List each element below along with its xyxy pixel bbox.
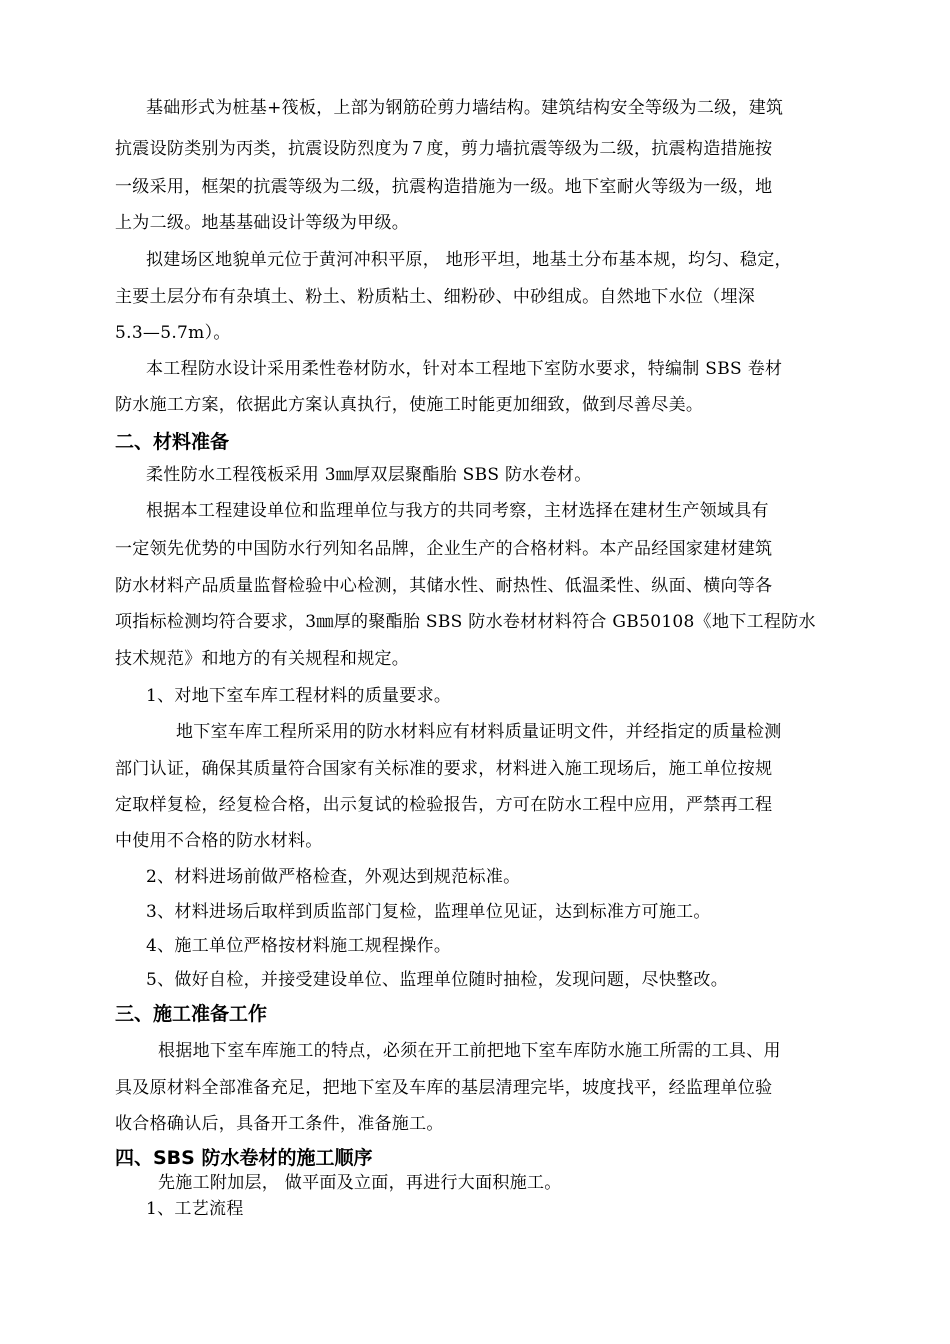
paragraph-line: 基础形式为桩基+筏板，上部为钢筋砼剪力墙结构。建筑结构安全等级为二级，建筑 (146, 98, 784, 118)
paragraph-line: 根据本工程建设单位和监理单位与我方的共同考察，主材选择在建材生产领域具有 (146, 501, 769, 521)
paragraph-line: 先施工附加层， 做平面及立面，再进行大面积施工。 (158, 1173, 562, 1193)
list-item: 1、对地下室车库工程材料的质量要求。 (146, 686, 452, 706)
paragraph-line: 主要土层分布有杂填土、粉土、粉质粘土、细粉砂、中砂组成。自然地下水位（埋深 (115, 287, 756, 307)
paragraph-line: 柔性防水工程筏板采用 3㎜厚双层聚酯胎 SBS 防水卷材。 (146, 465, 592, 485)
paragraph-line: 地下室车库工程所采用的防水材料应有材料质量证明文件，并经指定的质量检测 (176, 722, 782, 742)
paragraph-line: 中使用不合格的防水材料。 (115, 831, 323, 851)
paragraph-line: 防水材料产品质量监督检验中心检测，其储水性、耐热性、低温柔性、纵面、横向等各 (115, 576, 773, 596)
paragraph-line: 一定领先优势的中国防水行列知名品牌，企业生产的合格材料。本产品经国家建材建筑 (115, 539, 773, 559)
paragraph-line: 项指标检测均符合要求，3㎜厚的聚酯胎 SBS 防水卷材材料符合 GB50108《地下工程防水 (115, 612, 816, 632)
list-item: 2、材料进场前做严格检查，外观达到规范标准。 (146, 867, 521, 887)
list-item: 5、做好自检，并接受建设单位、监理单位随时抽检，发现问题，尽快整改。 (146, 970, 729, 990)
section-heading: 二、材料准备 (115, 431, 230, 453)
paragraph-line: 防水施工方案，依据此方案认真执行，使施工时能更加细致，做到尽善尽美。 (115, 395, 704, 415)
paragraph-line: 一级采用，框架的抗震等级为二级，抗震构造措施为一级。地下室耐火等级为一级，地 (115, 177, 773, 197)
paragraph-line: 5.3—5.7m）。 (115, 323, 231, 343)
paragraph-line: 根据地下室车库施工的特点，必须在开工前把地下室车库防水施工所需的工具、用 (158, 1041, 781, 1061)
paragraph-line: 上为二级。地基基础设计等级为甲级。 (115, 213, 410, 233)
section-heading: 三、施工准备工作 (115, 1003, 268, 1025)
paragraph-line: 收合格确认后，具备开工条件，准备施工。 (115, 1114, 444, 1134)
list-item: 1、工艺流程 (146, 1199, 244, 1219)
paragraph-line: 部门认证，确保其质量符合国家有关标准的要求，材料进入施工现场后，施工单位按规 (115, 759, 773, 779)
paragraph-line: 拟建场区地貌单元位于黄河冲积平原， 地形平坦，地基土分布基本规，均匀、稳定， (146, 250, 792, 270)
list-item: 4、施工单位严格按材料施工规程操作。 (146, 936, 452, 956)
paragraph-line: 具及原材料全部准备充足，把地下室及车库的基层清理完毕，坡度找平，经监理单位验 (115, 1078, 773, 1098)
list-item: 3、材料进场后取样到质监部门复检，监理单位见证，达到标准方可施工。 (146, 902, 711, 922)
paragraph-line: 技术规范》和地方的有关规程和规定。 (115, 649, 410, 669)
paragraph-line: 定取样复检，经复检合格，出示复试的检验报告，方可在防水工程中应用，严禁再工程 (115, 795, 773, 815)
paragraph-line: 抗震设防类别为丙类，抗震设防烈度为７度，剪力墙抗震等级为二级，抗震构造措施按 (115, 139, 773, 159)
section-heading: 四、SBS 防水卷材的施工顺序 (115, 1147, 373, 1169)
paragraph-line: 本工程防水设计采用柔性卷材防水，针对本工程地下室防水要求，特编制 SBS 卷材 (146, 359, 783, 379)
